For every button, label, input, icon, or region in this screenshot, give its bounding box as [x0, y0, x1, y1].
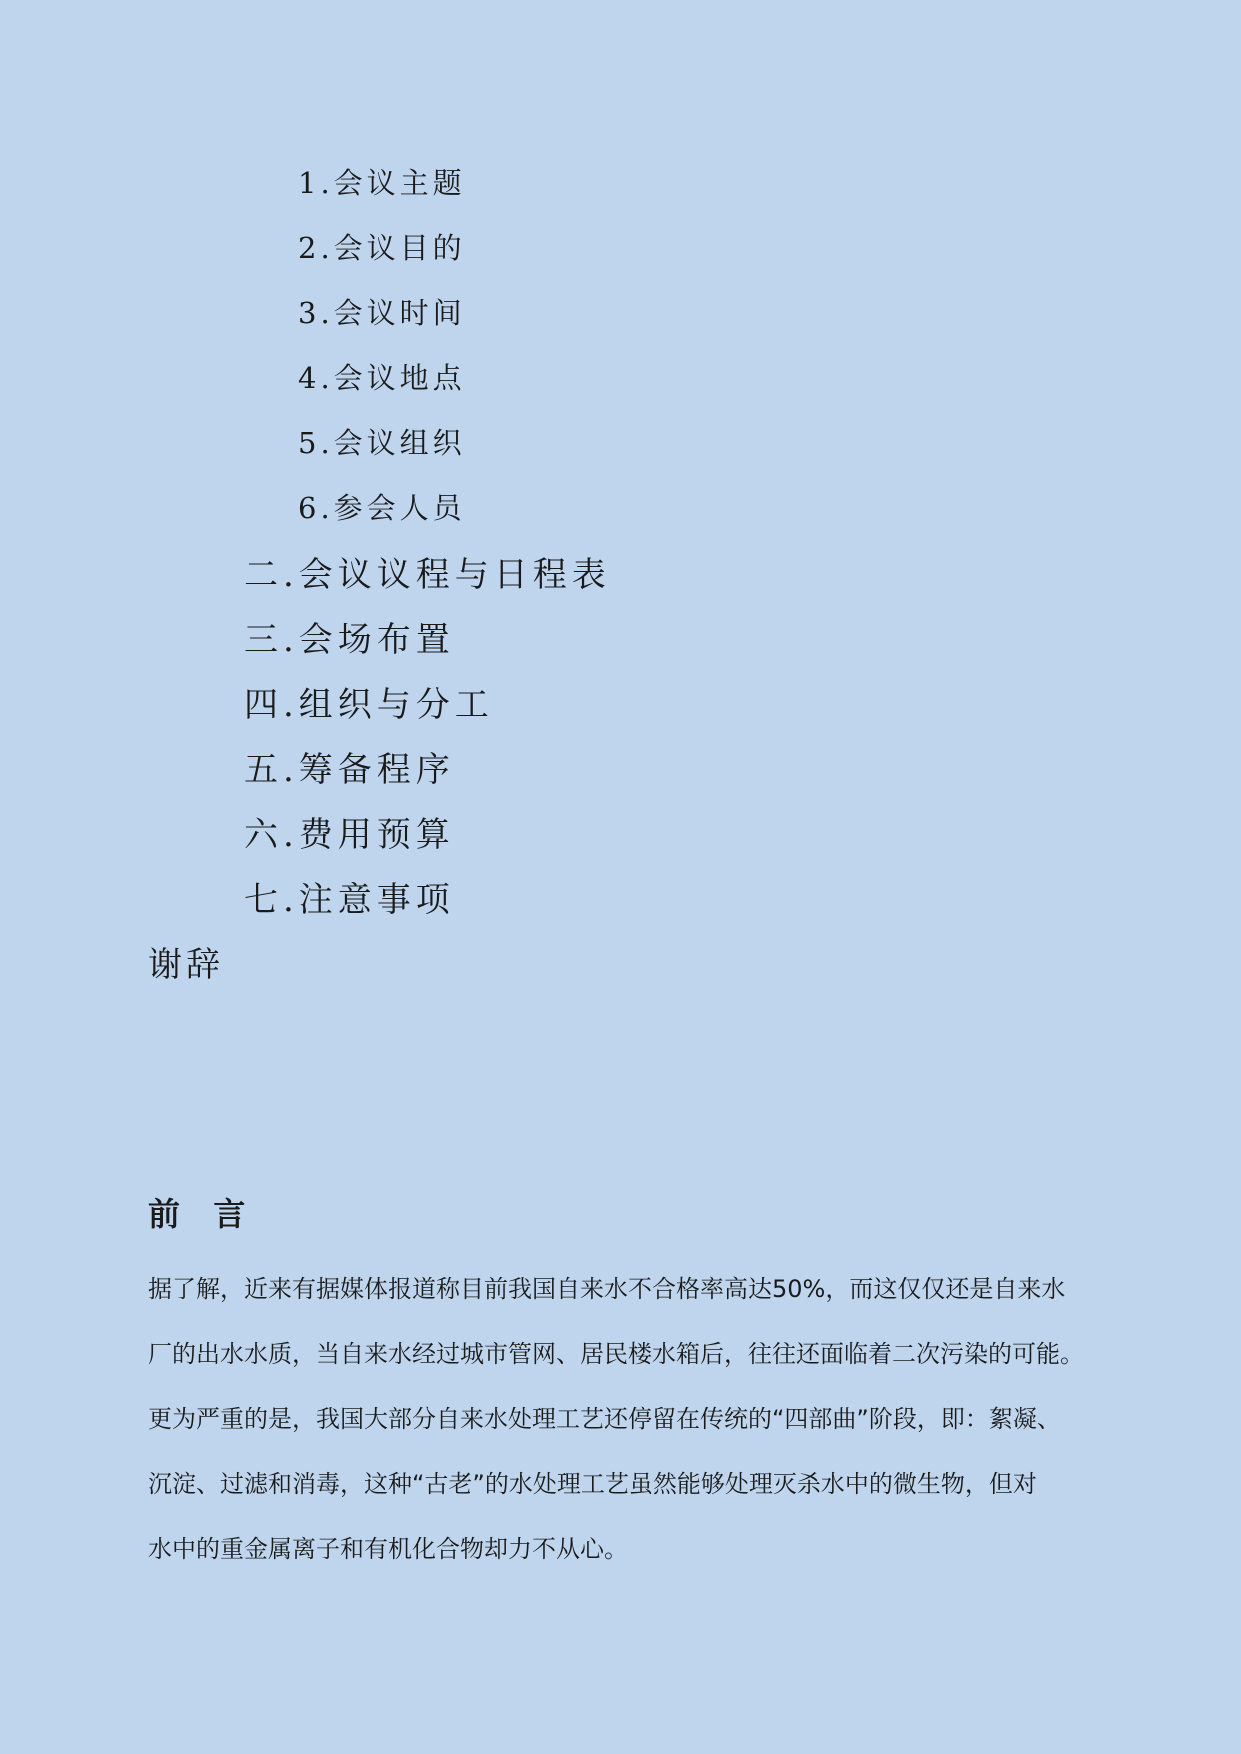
toc-item-meeting-purpose[interactable]: 2.会议目的	[298, 231, 466, 265]
preface-line: 沉淀、过滤和消毒，这种“古老”的水处理工艺虽然能够处理灭杀水中的微生物，但对	[148, 1470, 1037, 1498]
toc-item-preparation-procedure[interactable]: 五.筹备程序	[244, 750, 455, 790]
toc-item-meeting-theme[interactable]: 1.会议主题	[298, 166, 466, 200]
toc-item-attendees[interactable]: 6.参会人员	[298, 491, 466, 525]
preface-title: 前 言	[148, 1195, 246, 1233]
toc-item-meeting-organization[interactable]: 5.会议组织	[298, 426, 466, 460]
toc-item-meeting-location[interactable]: 4.会议地点	[298, 361, 466, 395]
toc-item-meeting-time[interactable]: 3.会议时间	[298, 296, 466, 330]
toc-item-notes[interactable]: 七.注意事项	[244, 880, 455, 920]
preface-line: 水中的重金属离子和有机化合物却力不从心。	[148, 1535, 628, 1563]
toc-item-budget[interactable]: 六.费用预算	[244, 815, 455, 855]
toc-item-agenda-schedule[interactable]: 二.会议议程与日程表	[244, 555, 611, 595]
preface-body	[148, 1262, 1094, 1587]
toc-item-venue-layout[interactable]: 三.会场布置	[244, 620, 455, 660]
toc-item-organization-division[interactable]: 四.组织与分工	[244, 685, 494, 725]
preface-line: 据了解，近来有据媒体报道称目前我国自来水不合格率高达50%，而这仅仅还是自来水	[148, 1275, 1066, 1303]
preface-line: 厂的出水水质，当自来水经过城市管网、居民楼水箱后，往往还面临着二次污染的可能。	[148, 1340, 1084, 1368]
toc-item-acknowledgement[interactable]: 谢辞	[148, 945, 224, 985]
preface-line: 更为严重的是，我国大部分自来水处理工艺还停留在传统的“四部曲”阶段，即：絮凝、	[148, 1405, 1061, 1433]
